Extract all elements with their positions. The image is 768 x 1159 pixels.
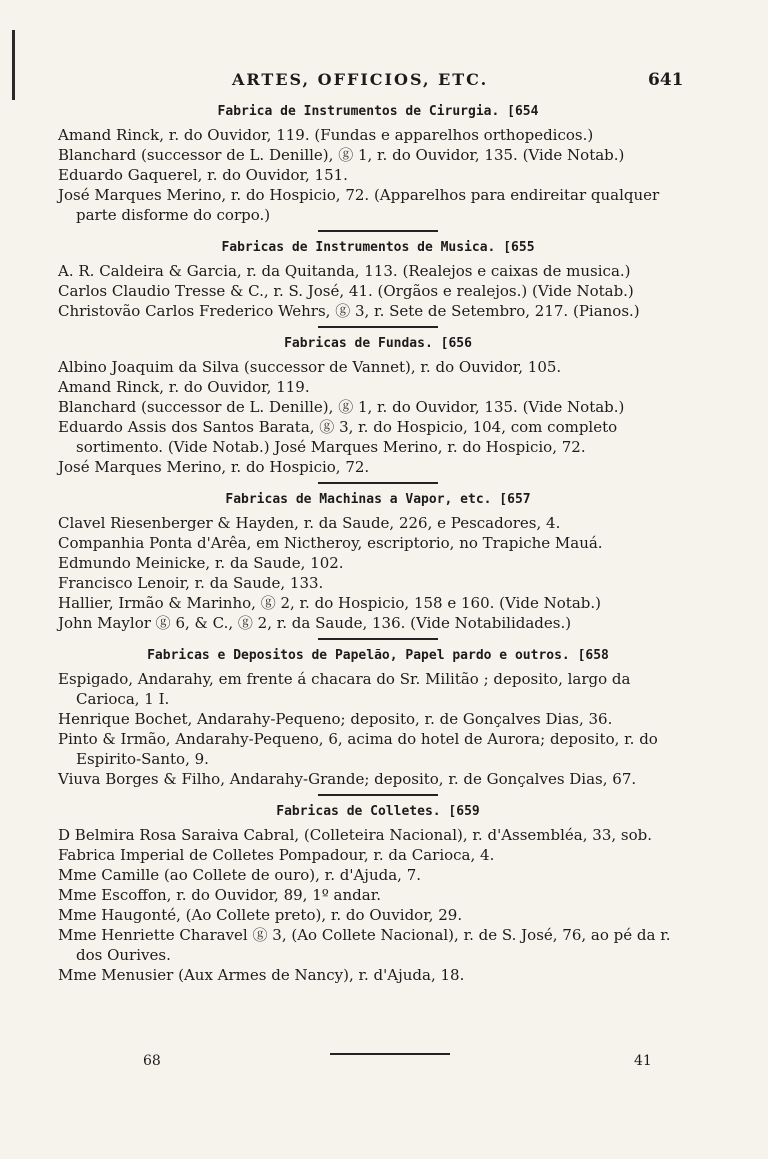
entry: Edmundo Meinicke, r. da Saude, 102. [58,554,344,572]
running-title: ARTES, OFFICIOS, ETC. [232,70,489,89]
section-heading: Fabricas de Machinas a Vapor, etc. [657 [225,492,531,507]
section [58,334,698,477]
entry: Clavel Riesenberger & Hayden, r. da Saude, 226, e Pescadores, 4. [58,514,561,532]
signature-mark-right: 41 [634,1053,652,1069]
entry: José Marques Merino, r. do Hospicio, 72. (Apparelhos para endireitar qualquer parte disforme do corpo.) [58,186,660,224]
signature-mark-left: 68 [143,1053,161,1069]
entry: Eduardo Assis dos Santos Barata, ⓖ 3, r. do Hospicio, 104, com completo sortimento. (Vide Notab.) José Marques Merino, r. do Hospicio, 72. [58,418,618,456]
entry: Amand Rinck, r. do Ouvidor, 119. (Fundas e apparelhos orthopedicos.) [58,126,594,144]
entry: Espigado, Andarahy, em frente á chacara do Sr. Militão ; deposito, largo da Carioca, 1 I. [58,670,631,708]
section-divider [318,794,438,796]
entry: D Belmira Rosa Saraiva Cabral, (Colleteira Nacional), r. d'Assembléa, 33, sob. [58,826,653,844]
section-divider [318,638,438,640]
entry: Pinto & Irmão, Andarahy-Pequeno, 6, acima do hotel de Aurora; deposito, r. do Espirito-Santo, 9. [58,730,658,768]
section [58,490,698,633]
section-divider [318,326,438,328]
section [58,238,698,321]
entry: Christovão Carlos Frederico Wehrs, ⓖ 3, r. Sete de Setembro, 217. (Pianos.) [58,302,640,320]
entry: A. R. Caldeira & Garcia, r. da Quitanda, 113. (Realejos e caixas de musica.) [58,262,631,280]
entry: Fabrica Imperial de Colletes Pompadour, r. da Carioca, 4. [58,846,495,864]
section-divider [318,230,438,232]
entry: Companhia Ponta d'Arêa, em Nictheroy, escriptorio, no Trapiche Mauá. [58,534,603,552]
section-heading: Fabricas e Depositos de Papelão, Papel pardo e outros. [658 [147,648,609,663]
entry: Mme Henriette Charavel ⓖ 3, (Ao Collete Nacional), r. de S. José, 76, ao pé da r. dos Ourives. [58,926,671,964]
entry: Blanchard (successor de L. Denille), ⓖ 1, r. do Ouvidor, 135. (Vide Notab.) [58,398,625,416]
entry: Mme Camille (ao Collete de ouro), r. d'Ajuda, 7. [58,866,422,884]
entry: Francisco Lenoir, r. da Saude, 133. [58,574,324,592]
entry: Albino Joaquim da Silva (successor de Vannet), r. do Ouvidor, 105. [58,358,562,376]
entry: Carlos Claudio Tresse & C., r. S. José, 41. (Orgãos e realejos.) (Vide Notab.) [58,282,634,300]
entry: Mme Escoffon, r. do Ouvidor, 89, 1º andar. [58,886,381,904]
entry: Mme Haugonté, (Ao Collete preto), r. do Ouvidor, 29. [58,906,463,924]
content-column [58,98,698,985]
section [58,646,698,789]
page-header [0,58,768,98]
entry: John Maylor ⓖ 6, & C., ⓖ 2, r. da Saude, 136. (Vide Notabilidades.) [58,614,572,632]
entry: José Marques Merino, r. do Hospicio, 72. [58,458,370,476]
page-number: 641 [648,70,684,90]
section-divider [318,482,438,484]
entry: Amand Rinck, r. do Ouvidor, 119. [58,378,310,396]
entry: Hallier, Irmão & Marinho, ⓖ 2, r. do Hospicio, 158 e 160. (Vide Notab.) [58,594,601,612]
section [58,102,698,225]
entry: Mme Menusier (Aux Armes de Nancy), r. d'Ajuda, 18. [58,966,465,984]
section-heading: Fabricas de Instrumentos de Musica. [655 [221,240,535,255]
section-heading: Fabricas de Fundas. [656 [284,336,472,351]
entry: Eduardo Gaquerel, r. do Ouvidor, 151. [58,166,348,184]
entry: Blanchard (successor de L. Denille), ⓖ 1, r. do Ouvidor, 135. (Vide Notab.) [58,146,625,164]
section-heading: Fabrica de Instrumentos de Cirurgia. [654 [217,104,539,119]
entry: Viuva Borges & Filho, Andarahy-Grande; deposito, r. de Gonçalves Dias, 67. [58,770,637,788]
entry: Henrique Bochet, Andarahy-Pequeno; deposito, r. de Gonçalves Dias, 36. [58,710,613,728]
section-heading: Fabricas de Colletes. [659 [276,804,480,819]
page-footer [0,1053,768,1073]
section [58,802,698,985]
footer-divider [330,1053,450,1055]
